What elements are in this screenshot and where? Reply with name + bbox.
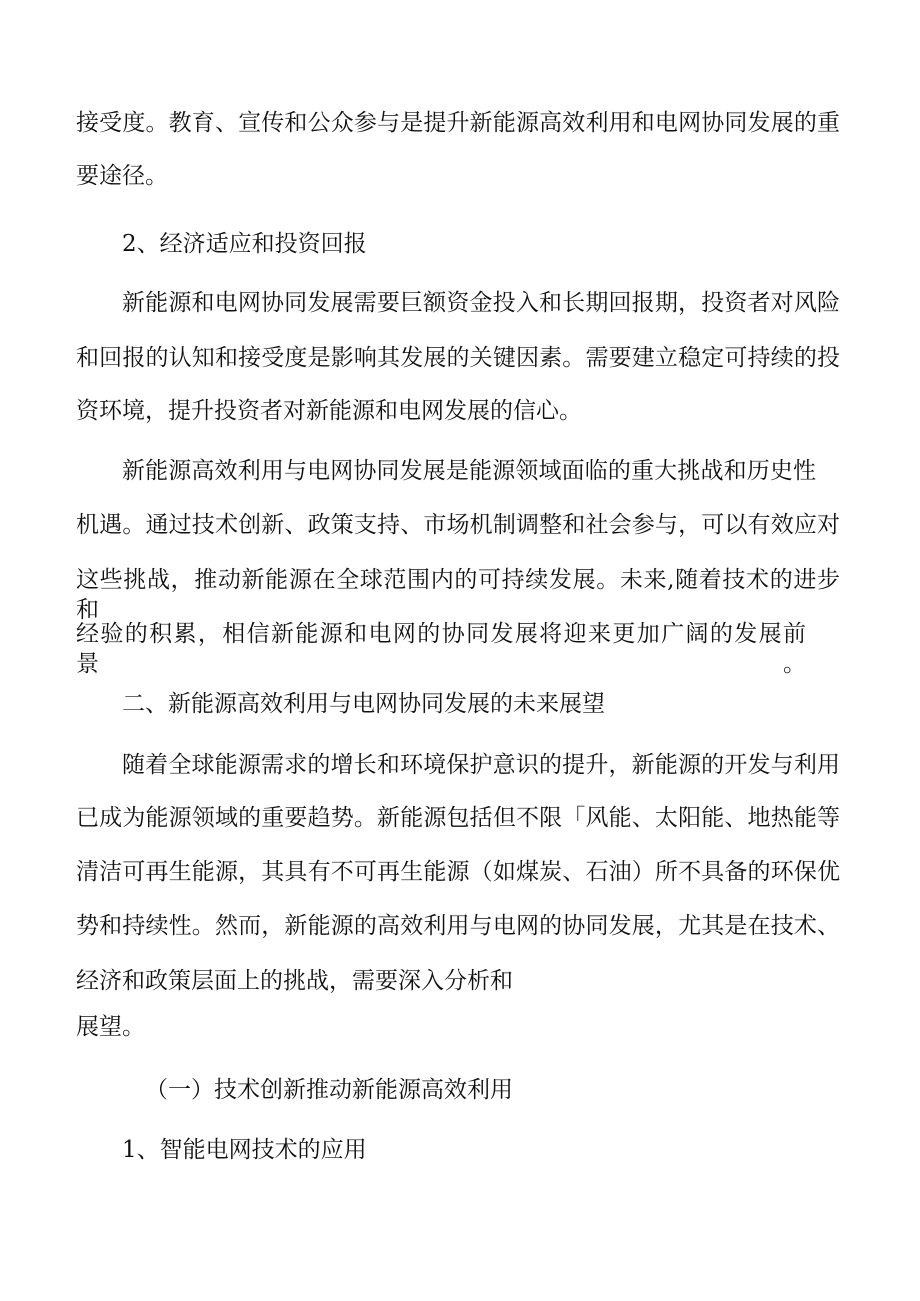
paragraph-line: 已成为能源领域的重要趋势。新能源包括但不限「风能、太阳能、地热能等 bbox=[76, 805, 840, 831]
paragraph-line: 展望。 bbox=[76, 1014, 145, 1040]
paragraph-line: 和回报的认知和接受度是影响其发展的关键因素。需要建立稳定可持续的投 bbox=[76, 345, 840, 371]
section-heading: 二、新能源高效利用与电网协同发展的未来展望 bbox=[122, 691, 605, 717]
paragraph-line: 这些挑战，推动新能源在全球范围内的可持续发展。未来,随着技术的进步和 bbox=[76, 567, 840, 623]
paragraph-line: 机遇。通过技术创新、政策支持、市场机制调整和社会参与，可以有效应对 bbox=[76, 512, 840, 538]
paragraph-line: 新能源高效利用与电网协同发展是能源领域面临的重大挑战和历史性 bbox=[122, 458, 816, 484]
paragraph-line: 清洁可再生能源，其具有不可再生能源（如煤炭、石油）所不具备的环保优 bbox=[76, 859, 840, 885]
paragraph-line: 要途径。 bbox=[76, 163, 168, 189]
subsection-heading: 1、智能电网技术的应用 bbox=[122, 1137, 367, 1163]
paragraph-line: 接受度。教育、宣传和公众参与是提升新能源高效利用和电网协同发展的重 bbox=[76, 110, 840, 136]
paragraph-line: 势和持续性。然而，新能源的高效利用与电网的协同发展，尤其是在技术、 bbox=[76, 913, 840, 939]
paragraph-line: 经验的积累，相信新能源和电网的协同发展将迎来更加广阔的发展前景。 bbox=[76, 621, 806, 677]
paragraph-line: 新能源和电网协同发展需要巨额资金投入和长期回报期，投资者对风险 bbox=[122, 290, 840, 316]
paragraph-line: 经济和政策层面上的挑战，需要深入分析和 bbox=[76, 968, 513, 994]
paragraph-line: 随着全球能源需求的增长和环境保护意识的提升，新能源的开发与利用 bbox=[122, 752, 840, 778]
subsection-heading: 2、经济适应和投资回报 bbox=[122, 231, 367, 257]
paragraph-line: 资环境，提升投资者对新能源和电网发展的信心。 bbox=[76, 398, 582, 424]
subsection-heading: （一）技术创新推动新能源高效利用 bbox=[145, 1077, 513, 1103]
